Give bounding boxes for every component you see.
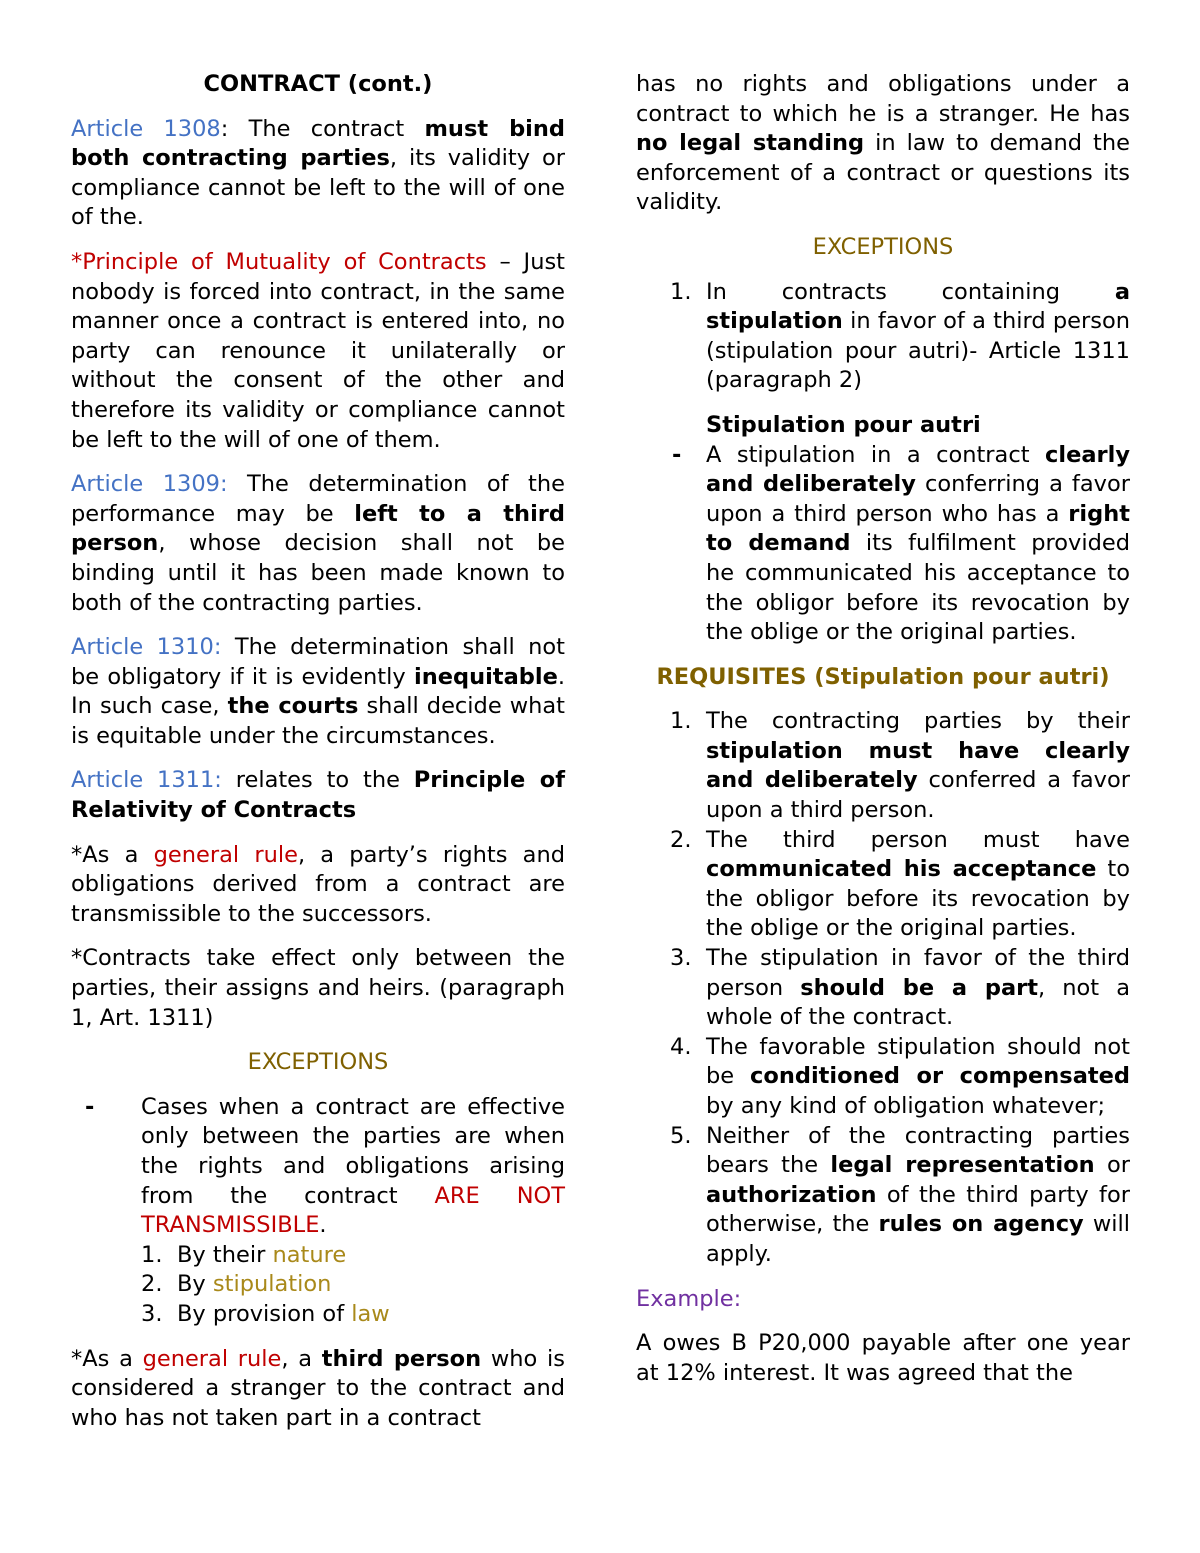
article-label: Article 1308 <box>71 115 221 142</box>
list-item: 1. In contracts containing a stipulation in favor of a third person (stipulation pour autri)- Article 1311 (paragraph 2) <box>670 278 1130 394</box>
article-1310: Article 1310: The determination shall not be obligatory if it is evidently inequitable. In such case, the courts shall decide what is equitable under the circumstances. <box>71 634 565 749</box>
list-item: - Cases when a contract are effective only between the parties are when the rights and obligations arising from the contract ARE NOT TRANSMISSIBLE. <box>71 1093 565 1241</box>
page-title: CONTRACT (cont.) <box>203 71 433 97</box>
list-item: 3. By provision of law <box>141 1300 390 1327</box>
list-item: 2. By stipulation <box>141 1271 332 1298</box>
list-item: - A stipulation in a contract clearly and deliberately conferring a favor upon a third person who has a right to demand its fulfilment provided he communicated his acceptance to the obligor before its revocation by the oblige or the original parties. <box>636 441 1130 648</box>
stipulation-pour-autri-heading: Stipulation pour autri <box>706 411 981 438</box>
article-label: Article 1309: <box>71 471 228 498</box>
list-item: 3. The stipulation in favor of the third person should be a part, not a whole of the contract. <box>670 945 1130 1031</box>
list-item: 2. The third person must have communicated his acceptance to the obligor before its revocation by the oblige or the original parties. <box>670 826 1130 942</box>
article-1308: Article 1308: The contract must bind both contracting parties, its validity or compliance cannot be left to the will of one of the. <box>71 115 566 231</box>
left-column <box>71 70 565 1448</box>
principle-mutuality: *Principle of Mutuality of Contracts – Just nobody is forced into contract, in the same manner once a contract is entered into, no party can renounce it unilaterally or without the consent of the other and therefore its validity or compliance cannot be left to the will of one of them. <box>71 248 565 453</box>
stipulation-definition <box>636 441 1130 648</box>
example-text: A owes B P20,000 payable after one year at 12% interest. It was agreed that the <box>636 1330 1130 1386</box>
third-person-continuation: has no rights and obligations under a contract to which he is a stranger. He has no legal standing in law to demand the enforcement of a contract or questions its validity. <box>636 71 1130 216</box>
exceptions-heading: EXCEPTIONS <box>812 233 954 260</box>
example-heading: Example: <box>636 1285 742 1312</box>
exceptions-list <box>71 1093 565 1330</box>
list-item: 4. The favorable stipulation should not be conditioned or compensated by any kind of obligation whatever; <box>670 1033 1131 1119</box>
article-1309: Article 1309: The determination of the performance may be left to a third person, whose decision shall not be binding until it has been made known to both of the contracting parties. <box>71 471 565 616</box>
general-rule-third-person: *As a general rule, a third person who is considered a stranger to the contract and who has not taken part in a contract <box>71 1345 565 1431</box>
contracts-take-effect: *Contracts take effect only between the parties, their assigns and heirs. (paragraph 1, Art. 1311) <box>71 945 565 1031</box>
principle-label: *Principle of Mutuality of Contracts <box>71 248 487 275</box>
right-column <box>636 70 1130 1403</box>
article-label: Article 1310: <box>71 634 222 661</box>
list-item: 1. The contracting parties by their stipulation must have clearly and deliberately conferred a favor upon a third person. <box>670 708 1130 824</box>
article-label: Article 1311: <box>71 767 222 794</box>
exceptions-heading: EXCEPTIONS <box>247 1049 389 1076</box>
dash-marker: - <box>85 1093 95 1120</box>
list-item: 5. Neither of the contracting parties bears the legal representation or authorization of the third party for otherwise, the rules on agency will apply. <box>670 1122 1130 1267</box>
article-1311: Article 1311: relates to the Principle of Relativity of Contracts <box>71 767 565 824</box>
dash-marker: - <box>672 441 682 468</box>
exceptions-ordered-list <box>636 278 1130 396</box>
requisites-list <box>636 707 1130 1269</box>
list-item: 1. By their nature <box>141 1241 347 1268</box>
requisites-heading: REQUISITES (Stipulation pour autri) <box>656 663 1110 690</box>
general-rule-transmissible: *As a general rule, a party’s rights and obligations derived from a contract are transmissible to the successors. <box>71 841 565 927</box>
